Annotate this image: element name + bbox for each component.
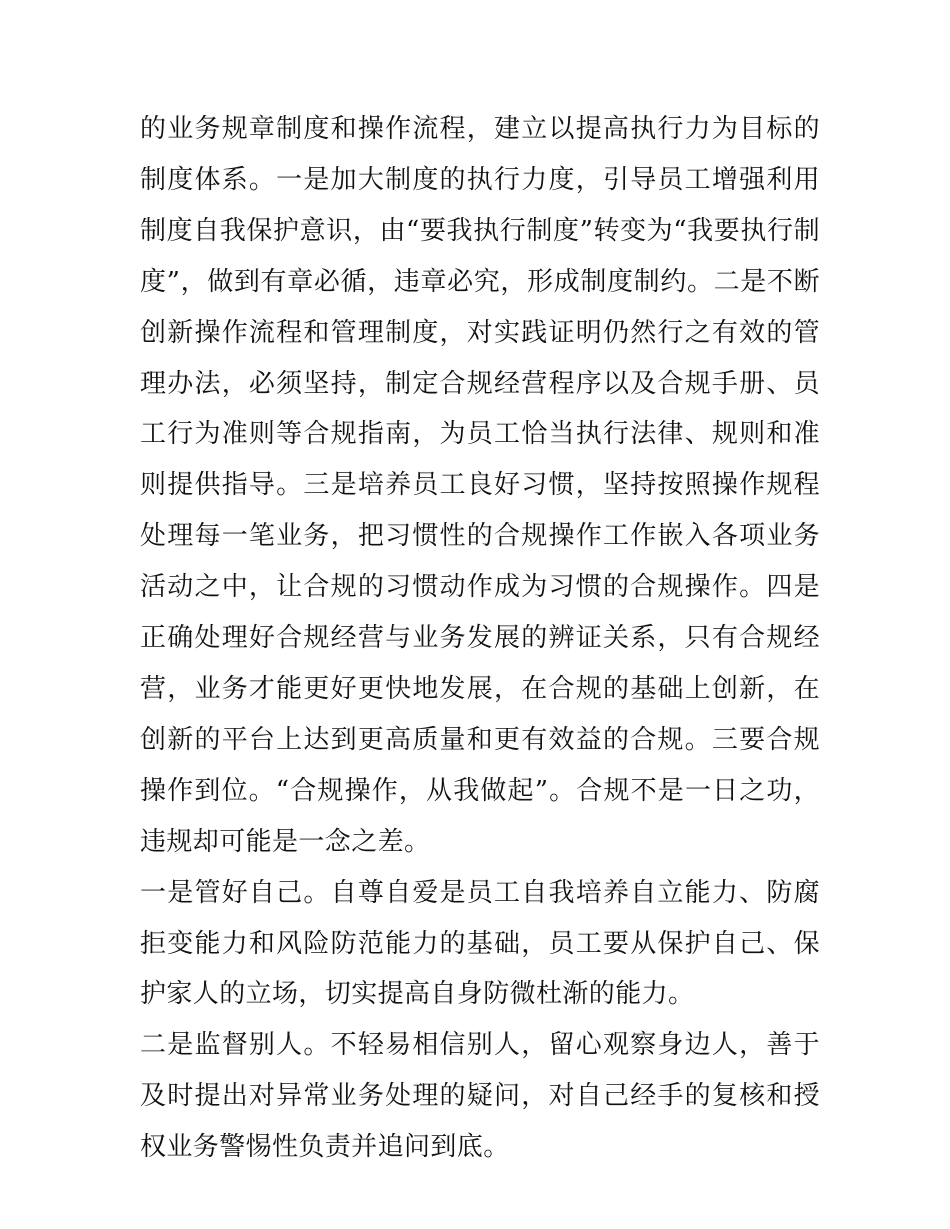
- body-text: [140, 104, 820, 1173]
- paragraph-supervise-others: 二是监督别人。不轻易相信别人，留心观察身边人，善于及时提出对异常业务处理的疑问，对自己经手的复核和授权业务警惕性负责并追问到底。: [140, 1030, 820, 1163]
- paragraph-compliance-system: 的业务规章制度和操作流程，建立以提高执行力为目标的制度体系。一是加大制度的执行力度，引导员工增强利用制度自我保护意识，由“要我执行制度”转变为“我要执行制度”，做到有章必循，违章必究，形成制度制约。二是不断创新操作流程和管理制度，对实践证明仍然行之有效的管理办法，必须坚持，制定合规经营程序以及合规手册、员工行为准则等合规指南，为员工恰当执行法律、规则和准则提供指导。三是培养员工良好习惯，坚持按照操作规程处理每一笔业务，把习惯性的合规操作工作嵌入各项业务活动之中，让合规的习惯动作成为习惯的合规操作。四是正确处理好合规经营与业务发展的辨证关系，只有合规经营，业务才能更好更快地发展，在合规的基础上创新，在创新的平台上达到更高质量和更有效益的合规。三要合规操作到位。“合规操作，从我做起”。合规不是一日之功，违规却可能是一念之差。: [140, 114, 820, 857]
- paragraph-manage-self: 一是管好自己。自尊自爱是员工自我培养自立能力、防腐拒变能力和风险防范能力的基础，员工要从保护自己、保护家人的立场，切实提高自身防微杜渐的能力。: [140, 877, 820, 1010]
